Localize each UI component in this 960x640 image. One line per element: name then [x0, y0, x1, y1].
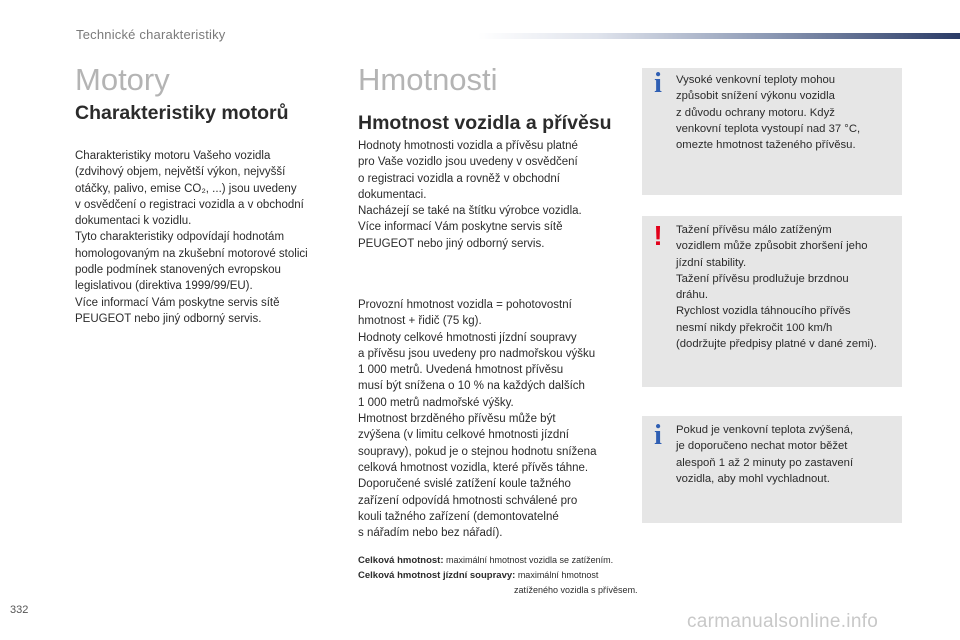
text-line: (zdvihový objem, největší výkon, nejvyšší: [75, 166, 286, 179]
header-gradient-bar: [478, 33, 960, 39]
text-line: Charakteristiky motoru Vašeho vozidla: [75, 150, 271, 162]
text-line: (dodržujte předpisy platné v dané zemi).: [676, 338, 877, 351]
text-line: hmotnost + řidič (75 kg).: [358, 315, 482, 328]
text-line: alespoň 1 až 2 minuty po zastavení: [676, 456, 854, 469]
note-engine-cooling: [642, 416, 902, 523]
weights-paragraph-2: [358, 297, 596, 541]
definition-term: Celková hmotnost jízdní soupravy:: [358, 570, 516, 581]
section-title-engines: Motory: [75, 62, 170, 97]
page-number: 332: [10, 604, 29, 616]
text-line: soupravy), pokud je o stejnou hodnotu snížena: [358, 445, 597, 458]
text-line: Doporučené svislé zatížení koule tažného: [358, 478, 571, 491]
definition-term: Celková hmotnost:: [358, 555, 444, 566]
text-line: Hodnoty hmotnosti vozidla a přívěsu platné: [358, 140, 578, 152]
text-line: způsobit snížení výkonu vozidla: [676, 90, 835, 103]
text-line: vozidla, aby mohl vychladnout.: [676, 472, 830, 485]
text-line: z důvodu ochrany motoru. Když: [676, 106, 835, 119]
text-line: 1 000 metrů. Uvedená hmotnost přívěsu: [358, 364, 564, 377]
text-line: zařízení odpovídá hmotnosti schválené pro: [358, 494, 578, 507]
text-line: musí být snížena o 10 % na každých dalších: [358, 380, 585, 393]
text-line: podle podmínek stanovených evropskou: [75, 264, 281, 277]
definition-text: maximální hmotnost vozidla se zatížením.: [443, 555, 614, 565]
info-icon: i: [654, 420, 662, 451]
text-line: legislativou (direktiva 1999/99/EU).: [75, 280, 253, 293]
text-line: o registraci vozidla a rovněž v obchodní: [358, 172, 560, 185]
weight-definitions: [358, 553, 638, 598]
text-line: Provozní hmotnost vozidla = pohotovostní: [358, 299, 572, 311]
note-text: [676, 222, 877, 352]
definition-continuation: zatíženého vozidla s přívěsem.: [514, 585, 638, 595]
text-line: nesmí nikdy překročit 100 km/h: [676, 321, 833, 334]
text-line: dokumentaci.: [358, 188, 427, 201]
text-line: Nacházejí se také na štítku výrobce vozidla.: [358, 205, 582, 218]
note-text: [676, 422, 853, 487]
text-line: Tažení přívěsu prodlužuje brzdnou: [676, 272, 849, 285]
text-line: pro Vaše vozidlo jsou uvedeny v osvědčení: [358, 156, 578, 169]
text-line: Pokud je venkovní teplota zvýšená,: [676, 424, 854, 436]
text-line: Vysoké venkovní teploty mohou: [676, 74, 836, 86]
text-line: venkovní teplota vystoupí nad 37 °C,: [676, 122, 861, 135]
subtitle-engine-characteristics: Charakteristiky motorů: [75, 102, 289, 124]
text-line: jízdní stability.: [676, 256, 747, 269]
text-line: homologovaným na zkušební motorové stolici: [75, 247, 308, 260]
info-icon: i: [654, 68, 662, 99]
note-text: [676, 72, 860, 153]
text-line: PEUGEOT nebo jiný odborný servis.: [358, 237, 545, 250]
text-line: zvýšena (v limitu celkové hmotnosti jízdní: [358, 429, 569, 442]
text-line: v osvědčení o registraci vozidla a v obchodní: [75, 198, 304, 211]
weights-paragraph-1: [358, 138, 582, 252]
text-line: Tyto charakteristiky odpovídají hodnotám: [75, 231, 285, 244]
watermark: carmanualsonline.info: [687, 611, 879, 632]
definition-gross-weight: [358, 553, 638, 568]
text-line: dokumentaci k vozidlu.: [75, 215, 192, 228]
text-line: kouli tažného zařízení (demontovatelné: [358, 510, 559, 523]
text-line: PEUGEOT nebo jiný odborný servis.: [75, 312, 262, 325]
subtitle-vehicle-trailer-weight: Hmotnost vozidla a přívěsu: [358, 112, 612, 134]
text-line: otáčky, palivo, emise CO₂, ...) jsou uvedeny: [75, 182, 297, 195]
note-high-temperature: [642, 68, 902, 195]
definition-text: maximální hmotnost: [515, 570, 599, 580]
note-trailer-warning: [642, 216, 902, 387]
text-line: a přívěsu jsou uvedeny pro nadmořskou výšku: [358, 347, 596, 360]
warning-icon: !: [653, 220, 663, 251]
running-header: Technické charakteristiky: [76, 27, 226, 42]
text-line: dráhu.: [676, 289, 709, 302]
text-line: s nářadím nebo bez nářadí).: [358, 527, 503, 540]
text-line: Hodnoty celkové hmotnosti jízdní soupravy: [358, 331, 577, 344]
text-line: Rychlost vozidla táhnoucího přívěs: [676, 305, 851, 318]
text-line: omezte hmotnost taženého přívěsu.: [676, 139, 856, 152]
text-line: Tažení přívěsu málo zatíženým: [676, 224, 832, 236]
engine-paragraph: [75, 148, 308, 327]
text-line: 1 000 metrů nadmořské výšky.: [358, 396, 514, 409]
text-line: vozidlem může způsobit zhoršení jeho: [676, 240, 868, 253]
text-line: je doporučeno nechat motor běžet: [676, 440, 848, 453]
text-line: Více informací Vám poskytne servis sítě: [75, 296, 280, 309]
section-title-weights: Hmotnosti: [358, 62, 498, 97]
definition-train-weight: [358, 568, 638, 583]
text-line: Hmotnost brzděného přívěsu může být: [358, 413, 556, 426]
text-line: celková hmotnost vozidla, které přívěs táhne.: [358, 461, 589, 474]
text-line: Více informací Vám poskytne servis sítě: [358, 221, 563, 234]
